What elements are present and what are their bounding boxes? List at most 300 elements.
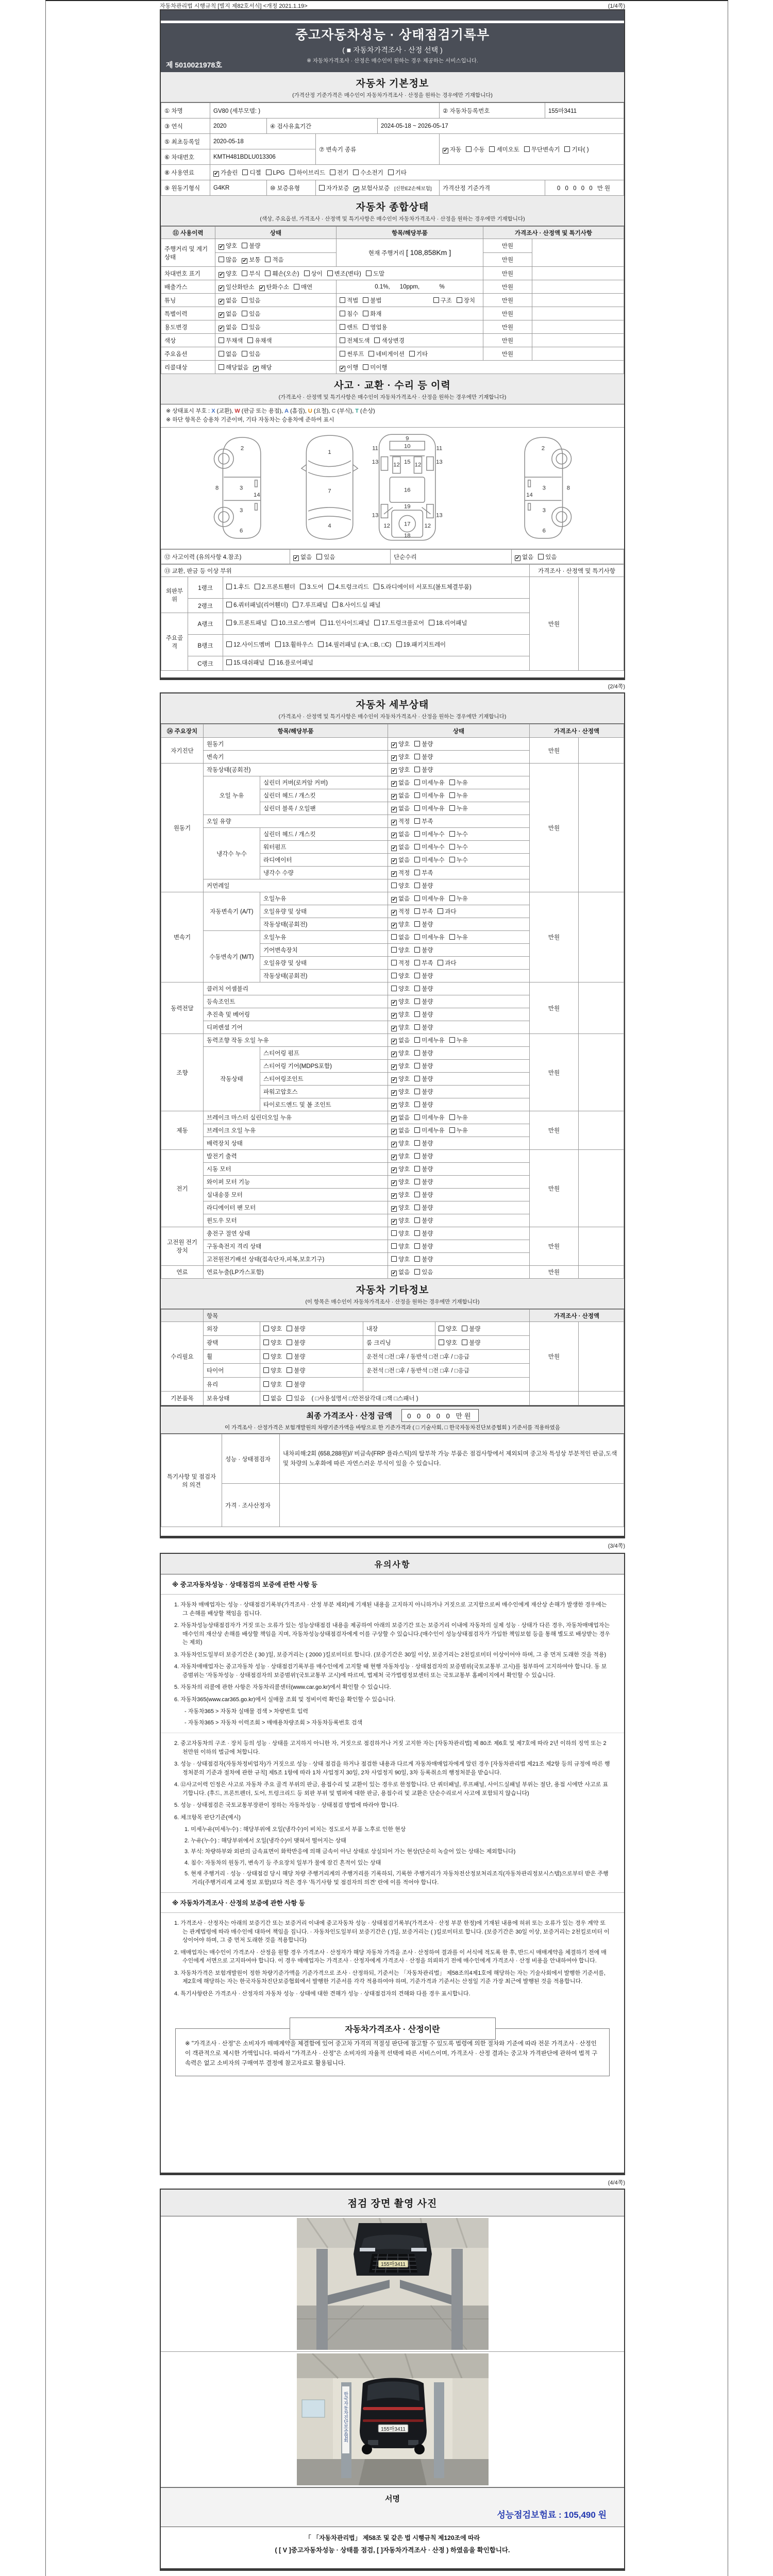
checkbox-option[interactable]: 불법 [363,296,381,304]
device-status [388,1047,530,1060]
checkbox-option[interactable]: ✔ 양호 [392,1102,410,1109]
checkbox-option[interactable]: 양호 [391,972,410,980]
device-status [388,905,530,918]
checkbox-option[interactable]: 12.사이드멤버 [226,640,271,651]
inspection-photo-front [297,2218,489,2350]
checkbox-option[interactable]: 누유 [449,1113,468,1122]
device-item: 배력장치 상태 [204,1137,388,1150]
repair-status [260,1336,363,1350]
checkbox-option[interactable]: 과다 [438,907,456,916]
checkbox-option[interactable]: 불량 [414,1242,433,1250]
checkbox-option[interactable]: 미세누유 [414,1036,444,1044]
device-status [388,1060,530,1073]
checkbox-option[interactable]: 색상변경 [374,336,404,345]
checkbox-option[interactable]: 무채색 [219,336,243,345]
checkbox-option[interactable]: 누수 [449,830,468,838]
checkbox-option[interactable]: 매연 [294,283,312,291]
repair-status [260,1364,363,1378]
checkbox-option[interactable]: 미세누유 [414,1126,444,1134]
checkbox-option[interactable]: 부족 [414,959,433,967]
checkbox-option[interactable]: 있음 [242,323,260,331]
checkbox-option[interactable]: ✔ 없음 [392,1269,410,1276]
row-label: 차대번호 표기 [161,267,215,280]
checkbox-option[interactable]: ✔ 없음 [392,832,410,838]
checkbox-option[interactable]: 썬루프 [340,350,364,358]
checkbox-option[interactable]: 없음 [219,350,237,358]
device-status [388,1201,530,1214]
checkbox-option[interactable]: ✔ 이행 [340,364,359,371]
overall-status-table: ⑪ 사용이력 상태 항목/해당부품 가격조사 · 산정액 및 특기사항 주행거리 및 계기상태 ✔ 양호 불량 현재 주행거리 [ 108,858Km ] 만원 많음 ✔ 보통 적음 만원 차대번호 표기 ✔ 양호 부식 훼손(오손) 상이 변조(변타) 도말 만원 배출가스 ✔ 일산화탄소 ✔ 탄화수소 매연 0.1%, 10ppm, % 만원 튜닝 ✔ 없음 있음 적법 불법 구조 장치 만원 특별이력 ✔ 없음 있음 침수 화재 만원 용도변경 ✔ 없음 있음 렌트 영업용 만원 색상 무채색 유채색 전체도색 색상변경 만원 주요옵션 없음 있음 썬루프 네비게이션 기타 만원 리콜대상 해당없음 ✔ 해당 ✔ 이행 미이행 [161,226,624,374]
checkbox-option[interactable]: 8.사이드실 패널 [332,600,380,611]
document-note: ※ 자동차가격조사 · 산정은 매수인이 원하는 경우 제공하는 서비스입니다. [307,58,478,64]
checkbox-option[interactable]: 11.인사이드패널 [321,618,370,629]
checkbox-option[interactable]: 미이행 [363,363,387,371]
repair-status-2 [435,1322,530,1336]
checkbox-option[interactable]: 10.크로스멤버 [272,618,316,629]
document-title: 중고자동차성능 · 상태점검기록부 [295,28,490,42]
car-diagram [171,429,614,545]
checkbox-option[interactable]: 불량 [414,1229,433,1238]
checkbox-option[interactable]: ✔ 양호 [392,754,410,761]
device-status [388,738,530,751]
accident-history-options [290,550,391,564]
checkbox-option[interactable]: 있음 [242,350,260,358]
checkbox-option[interactable]: ✔ 양호 [392,1089,410,1096]
footer-line-1: 「 「자동차관리법」 제58조 및 같은 법 시행규칙 제120조에 따라 [305,2534,480,2541]
checkbox-option[interactable]: 누유 [449,778,468,787]
checkbox-option[interactable]: 없음 [263,1394,282,1402]
device-item: 라디에이터 팬 모터 [204,1201,388,1214]
checkbox-option[interactable]: 불량 [414,1204,433,1212]
checkbox-option[interactable]: 불량 [414,882,433,890]
checkbox-option[interactable]: 9.프론트패널 [226,618,267,629]
svg-text:18: 18 [404,533,411,539]
checkbox-option[interactable]: 수동 [466,145,484,154]
checkbox-option[interactable]: 구조 [433,296,452,304]
checkbox-option[interactable]: 있음 [242,310,260,318]
document-banner [161,10,624,72]
field-label: 가격산정 기준가격 [440,180,545,196]
checkbox-option[interactable]: 불량 [414,766,433,774]
checkbox-option[interactable]: ✔ 양호 [392,1076,410,1083]
checkbox-option[interactable]: 누유 [449,894,468,903]
checkbox-option[interactable]: 기타( ) [564,145,589,154]
checkbox-option[interactable]: 세미오토 [489,145,519,154]
device-item: 파워고압호스 [260,1086,388,1098]
inspection-photo-rear [297,2353,489,2485]
rank-items [223,635,530,656]
rank-label: C랭크 [188,656,223,671]
device-price: 만원 [529,892,578,982]
inspector-label: 성능 · 상태점검자 [222,1434,280,1484]
checkbox-option[interactable]: 불량 [414,753,433,761]
section-other-header [161,1279,624,1309]
device-item: 등속조인트 [204,995,388,1008]
checkbox-option[interactable]: 기타 [388,168,407,177]
checkbox-option[interactable]: 불량 [287,1325,305,1333]
checkbox-option[interactable]: 불량 [414,1049,433,1057]
device-status [388,892,530,905]
checkbox-option[interactable]: 있음 [316,553,335,561]
checkbox-option[interactable]: 양호 [439,1338,457,1347]
checkbox-option[interactable]: 상이 [304,269,323,278]
checkbox-option[interactable]: 양호 [263,1338,282,1347]
checkbox-option[interactable]: 1.후드 [226,582,250,593]
checkbox-option[interactable]: 디젤 [242,168,261,177]
device-item: 브레이크 마스터 실린더오일 누유 [204,1111,388,1124]
checkbox-option[interactable]: 불량 [287,1380,305,1388]
row-options [215,361,337,374]
checkbox-option[interactable]: 하이브리드 [290,168,326,177]
checkbox-option[interactable]: ✔ 양호 [392,1025,410,1031]
checkbox-option[interactable]: 불량 [414,1100,433,1109]
device-subgroup: 오일 누유 [204,776,260,815]
checkbox-option[interactable]: 있음 [287,1394,305,1402]
checkbox-option[interactable]: 불량 [414,1088,433,1096]
checkbox-option[interactable]: 부족 [414,817,433,825]
checkbox-option[interactable]: 유채색 [247,336,272,345]
checkbox-option[interactable]: ✔ 양호 [219,243,238,250]
checkbox-option[interactable]: 양호 [263,1352,282,1361]
checkbox-option[interactable]: ✔ 없음 [392,806,410,812]
device-status [388,1034,530,1047]
inspector-comment: 내차피해:2회 (658,288원)// 비금속(FRP 플라스틱)의 탈부착 가능 부품은 점검사항에서 제외되며 중고차 특성상 부분적인 판금,도색 및 차량의 노후화에 따른 자연스러운 부식이 있을 수 있습니다. [280,1434,624,1484]
device-item: 추진축 및 베어링 [204,1008,388,1021]
checkbox-option[interactable]: ✔ 양호 [392,767,410,774]
checkbox-option[interactable]: 없음 [391,933,410,941]
device-status [388,841,530,854]
checkbox-option[interactable]: ✔ 없음 [392,1115,410,1122]
checkbox-option[interactable]: 불량 [414,985,433,993]
row-options-2 [337,361,624,374]
checkbox-option[interactable]: 5.라디에이터 서포트(볼트체결부품) [374,582,472,593]
checkbox-option[interactable]: ✔ 양호 [392,922,410,928]
notice-item: 6. 자동차365(www.car365.go.kr)에서 실매물 조회 및 정비이력 확인을 확인할 수 있습니다. [174,1696,396,1703]
checkbox-option[interactable]: 기타 [409,350,428,358]
checkbox-option[interactable]: 전기 [330,168,348,177]
checkbox-option[interactable]: 장치 [457,296,475,304]
checkbox-option[interactable]: 불량 [462,1325,480,1333]
checkbox-option[interactable]: ✔ 양호 [392,1154,410,1160]
checkbox-option[interactable]: ✔ 양호 [392,1218,410,1225]
mileage-amount [215,253,337,267]
checkbox-option[interactable]: 불량 [414,997,433,1006]
checkbox-option[interactable]: 누수 [449,843,468,851]
checkbox-option[interactable]: ✔ 양호 [392,1141,410,1147]
checkbox-option[interactable]: ✔ 없음 [392,780,410,787]
checkbox-option[interactable]: 미세누유 [414,804,444,812]
checkbox-option[interactable]: ✔ 보험사보증 [354,185,390,192]
checkbox-option[interactable]: 미세누유 [414,778,444,787]
checkbox-option[interactable]: 양호 [391,882,410,890]
checkbox-option[interactable]: 15.대쉬패널 [226,658,264,669]
checkbox-option[interactable]: 과다 [438,959,456,967]
notice-item: 2. 매매업자는 매수인이 가격조사 · 산정을 원할 경우 가격조사 · 산정자가 해당 자동차 가격을 조사 · 산정하여 결과를 이 서식에 적도록 한 후, 반드시 매매계약을 체결하기 전에 매수인에게 서면으로 고지하여야 합니다. 이 경우 매매업자는 가격조사 · 산정자에게 가격조사 · 산정을 의뢰하기 전에 매수인에게 가격조사 · 산정 비용을 안내하여야 합니다. [174,1949,607,1964]
checkbox-option[interactable]: 미세누수 [414,843,444,851]
final-price-label: 최종 가격조사 · 산정 금액 [306,1412,393,1420]
checkbox-option[interactable]: 변조(변타) [327,269,361,278]
row-options-2 [337,347,483,361]
device-item: 연료누출(LP가스포함) [204,1266,388,1279]
row-options-2 [337,320,483,334]
device-price: 만원 [529,1266,578,1279]
repair-group: 수리필요 [161,1322,204,1392]
checkbox-option[interactable]: ✔ 없음 [515,554,534,561]
checkbox-option[interactable]: 미세누수 [414,856,444,864]
checkbox-option[interactable]: 불량 [287,1352,305,1361]
checkbox-option[interactable]: 있음 [414,1268,433,1276]
checkbox-option[interactable]: LPG [266,170,285,176]
rank-items [223,599,530,613]
device-price: 만원 [529,1034,578,1111]
checkbox-option[interactable]: 양호 [391,1242,410,1250]
checkbox-option[interactable]: 양호 [391,1255,410,1263]
checkbox-option[interactable]: 양호 [263,1366,282,1375]
checkbox-option[interactable]: ✔ 없음 [392,844,410,851]
section-title: 점검 장면 촬영 사진 [347,2198,438,2209]
checkbox-option[interactable]: 불량 [414,972,433,980]
checkbox-option[interactable]: 누유 [449,1126,468,1134]
checkbox-option[interactable]: 누수 [449,856,468,864]
checkbox-option[interactable]: 침수 [340,310,358,318]
checkbox-option[interactable]: 전체도색 [340,336,369,345]
svg-text:9: 9 [405,435,409,442]
checkbox-option[interactable]: 부식 [242,269,260,278]
checkbox-option[interactable]: 불량 [414,946,433,954]
checkbox-option[interactable]: 양호 [263,1325,282,1333]
checkbox-option[interactable]: ✔ 없음 [392,793,410,800]
device-status [388,995,530,1008]
checkbox-option[interactable]: 불량 [462,1338,480,1347]
device-item: 변속기 [204,751,388,764]
device-subgroup: 자동변속기 (A/T) [204,892,260,931]
repair-item: 광택 [204,1336,260,1350]
checkbox-option[interactable]: 불량 [414,920,433,928]
device-item: 워터펌프 [260,841,388,854]
row-label: 주요옵션 [161,347,215,361]
repair-item-2: 내장 [363,1322,435,1336]
row-label: 리콜대상 [161,361,215,374]
checkbox-option[interactable]: 미세누유 [414,894,444,903]
checkbox-option[interactable]: 적법 [340,296,358,304]
checkbox-option[interactable]: 4.트렁크리드 [328,582,369,593]
checkbox-option[interactable]: 불량 [414,1165,433,1173]
section-title: 사고 · 교환 · 수리 등 이력 [334,380,451,391]
checkbox-option[interactable]: 6.쿼터패널(리어휀더) [226,600,288,611]
checkbox-option[interactable]: ✔ 없음 [219,297,238,304]
checkbox-option[interactable]: ✔ 양호 [392,1063,410,1070]
checkbox-option[interactable]: ✔ 양호 [392,1166,410,1173]
device-status [388,1111,530,1124]
checkbox-option[interactable]: 양호 [391,946,410,954]
section-subtitle: (색상, 주요옵션, 가격조사 · 산정액 및 특기사항은 매수인이 자동차가격조사 · 산정을 원하는 경우에만 기재합니다) [260,216,525,222]
checkbox-option[interactable]: 양호 [263,1380,282,1388]
checkbox-option[interactable]: 해당없음 [219,363,248,371]
checkbox-option[interactable]: 7.루프패널 [293,600,328,611]
checkbox-option[interactable]: 불량 [414,1075,433,1083]
checkbox-option[interactable]: 불량 [414,1023,433,1031]
checkbox-option[interactable]: 13.휠하우스 [275,640,313,651]
checkbox-option[interactable]: ✔ 없음 [392,1128,410,1134]
checkbox-option[interactable]: ✔ 양호 [219,270,238,278]
checkbox-option[interactable]: 불량 [414,1010,433,1019]
row-options [215,280,337,294]
checkbox-option[interactable]: 14.필러패널 (□A, □B, □C) [318,640,392,651]
checkbox-option[interactable]: 렌트 [340,323,358,331]
checkbox-option[interactable]: 미세누유 [414,1113,444,1122]
checkbox-option[interactable]: ✔ 없음 [392,896,410,903]
device-item: 오일누유 [260,931,388,944]
device-status [388,1008,530,1021]
checkbox-option[interactable]: 부족 [414,907,433,916]
svg-text:2: 2 [541,445,545,452]
checkbox-option[interactable]: 불량 [414,1139,433,1147]
checkbox-option[interactable]: ✔ 해당 [254,364,272,371]
checkbox-option[interactable]: 양호 [439,1325,457,1333]
checkbox-option[interactable]: 도말 [366,269,384,278]
svg-text:12: 12 [383,523,390,530]
checkbox-option[interactable]: ✔ 없음 [392,857,410,864]
checkbox-option[interactable]: ✔ 적정 [392,819,410,825]
device-status [388,931,530,944]
checkbox-option[interactable]: 무단변속기 [524,145,560,154]
svg-text:6: 6 [542,528,546,534]
appraiser-label: 가격 · 조사산정자 [222,1484,280,1527]
detail-status-table: ⑭ 주요장치 항목/해당부품 상태 가격조사 · 산정액 자기진단 원동기 ✔ 양호 불량 만원 변속기 ✔ 양호 불량 원동기 작동상태(공회전) ✔ 양호 불량 만원 오일 누유 실린더 커버(로커암 커버) ✔ 없음 미세누유 누유 실린더 헤드 / 개스킷 ✔ 없음 미세누유 누유 실린더 블록 / 오일팬 ✔ 없음 미세누유 누유 오일 유량 ✔ 적정 부족 냉각수 누수 실린더 헤드 / 개스킷 ✔ 없음 미세누수 누수 워터펌프 ✔ 없음 미세누수 누수 라디에이터 ✔ 없음 미세누수 누수 냉각수 수량 ✔ 적정 부족 커먼레일 양호 불량 변속기 자동변속기 (A/T) 오일누유 ✔ 없음 미세누유 누유 만원 오일유량 및 상태 ✔ 적정 부족 과다 작동상태(공회전) ✔ 양호 불량 수동변속기 (M/T) 오일누유 없음 미세누유 누유 기어변속장치 양호 불량 오일유량 및 상태 적정 부족 과다 작동상태(공회전) 양호 불량 동력전달 클러치 어셈블리 양호 불량 만원 등속조인트 ✔ 양호 불량 추진축 및 베어링 ✔ 양호 불량 디퍼렌셜 기어 ✔ 양호 불량 조향 동력조향 작동 오일 누유 ✔ 없음 미세누유 누유 만원 작동상태 스티어링 펌프 ✔ 양호 불량 스티어링 기어(MDPS포함) ✔ 양호 불량 스티어링조인트 ✔ 양호 불량 파워고압호스 ✔ 양호 불량 타이로드엔드 및 볼 조인트 ✔ 양호 불량 제동 브레이크 마스터 실린더오일 누유 ✔ 없음 미세누유 누유 만원 브레이크 오일 누유 ✔ 없음 미세누유 누유 배력장치 상태 ✔ 양호 불량 전기 발전기 출력 ✔ 양호 불량 만원 시동 모터 ✔ 양호 불량 와이퍼 모터 기능 ✔ 양호 불량 실내송풍 모터 ✔ 양호 불량 라디에이터 팬 모터 ✔ 양호 불량 윈도우 모터 ✔ 양호 불량 고전원 전기장치 충전구 절연 상태 양호 불량 만원 구동축전지 격리 상태 양호 불량 고전원전기배선 상태(접속단자,피복,보호기구) 양호 불량 연료 연료누출(LP가스포함) ✔ 없음 있음 만원 [161,724,624,1279]
device-group: 조향 [161,1034,204,1111]
device-status [388,1240,530,1253]
device-subgroup: 수동변속기 (M/T) [204,931,260,982]
checkbox-option[interactable]: ✔ 양호 [392,1012,410,1019]
checkbox-option[interactable]: ✔ 없음 [219,311,238,318]
checkbox-option[interactable]: 누유 [449,791,468,800]
rank-label: B랭크 [188,635,223,656]
status-code-W: W [234,408,240,414]
checkbox-option[interactable]: 불량 [414,740,433,748]
checkbox-option[interactable]: 불량 [414,1255,433,1263]
checkbox-option[interactable]: 화재 [363,310,381,318]
notice-section3-header: ※ 자동차가격조사 · 산정의 보증에 관한 사항 등 [161,1892,624,1913]
status-code-T: T [355,408,359,414]
checkbox-option[interactable]: 미세누수 [414,830,444,838]
checkbox-option[interactable]: ✔ 가솔린 [214,170,238,177]
checkbox-option[interactable]: 적음 [265,256,283,264]
checkbox-option[interactable]: 네비게이션 [368,350,405,358]
checkbox-option[interactable]: 불량 [242,242,260,250]
checkbox-option[interactable]: 많음 [219,256,237,264]
checkbox-option[interactable]: ✔ 양호 [392,1179,410,1186]
checkbox-option[interactable]: 불량 [414,1062,433,1070]
checkbox-option[interactable]: 3.도어 [300,582,324,593]
basic-info-table [161,103,624,196]
device-status [388,957,530,970]
repair-status [260,1322,363,1336]
checkbox-option[interactable]: 누유 [449,1036,468,1044]
checkbox-option[interactable]: 있음 [538,553,557,561]
checkbox-option[interactable]: 누유 [449,933,468,941]
checkbox-option[interactable]: 불량 [287,1366,305,1375]
device-item: 오일유량 및 상태 [260,957,388,970]
device-status [388,1086,530,1098]
checkbox-option[interactable]: 불량 [414,1191,433,1199]
current-mileage: 현재 주행거리 [ 108,858Km ] [337,239,483,267]
checkbox-option[interactable]: ✔ 양호 [392,999,410,1006]
row-options-2 [337,307,483,320]
checkbox-option[interactable]: ✔ 탄화수소 [259,284,289,291]
repair-item: 외장 [204,1322,260,1336]
rank-items [223,613,530,635]
checkbox-option[interactable]: ✔ 양호 [392,1205,410,1212]
checkbox-option[interactable]: 적정 [391,959,410,967]
section-subtitle: (가격조사 · 산정액 및 특기사항은 매수인이 자동차가격조사 · 산정을 원하는 경우에만 기재합니다) [278,394,507,400]
checkbox-option[interactable]: 19.패키지트레이 [396,640,446,651]
checkbox-option[interactable]: ✔ 적정 [392,909,410,916]
checkbox-option[interactable]: 영업용 [363,323,387,331]
checkbox-option[interactable]: 불량 [287,1338,305,1347]
checkbox-option[interactable]: 부족 [414,869,433,877]
field-label: ⑧ 사용연료 [161,165,210,180]
device-item: 오일유량 및 상태 [260,905,388,918]
device-item: 스티어링 펌프 [260,1047,388,1060]
checkbox-option[interactable]: ✔ 양호 [392,741,410,748]
checkbox-option[interactable]: ✔ 양호 [392,1192,410,1199]
checkbox-option[interactable]: ✔ 자동 [443,146,462,154]
checkbox-option[interactable]: 미세누유 [414,933,444,941]
checkbox-option[interactable]: 있음 [242,296,260,304]
checkbox-option[interactable]: ✔ 일산화탄소 [219,284,255,291]
checkbox-option[interactable]: 양호 [391,985,410,993]
device-item: 구동축전지 격리 상태 [204,1240,388,1253]
checkbox-option[interactable]: ✔ 없음 [219,324,238,331]
checkbox-option[interactable]: 불량 [414,1152,433,1160]
checkbox-option[interactable]: ✔ 보통 [242,257,261,264]
signature-section[interactable] [161,2487,624,2527]
checkbox-option[interactable]: ✔ 없음 [294,554,312,561]
row-options [215,347,337,361]
checkbox-option[interactable]: 양호 [391,1229,410,1238]
repair-item: 휠 [204,1350,260,1364]
checkbox-option[interactable]: 자가보증 [319,184,349,192]
vehicle-year: 2020 [210,118,267,134]
field-label: ⑦ 변속기 종류 [316,134,440,165]
checkbox-option[interactable]: ✔ 양호 [392,1050,410,1057]
rank-group: 주요골격 [161,613,188,671]
checkbox-option[interactable]: 불량 [414,1216,433,1225]
checkbox-option[interactable]: 수소전기 [353,168,383,177]
checkbox-option[interactable]: 불량 [414,1178,433,1186]
device-item: 시동 모터 [204,1163,388,1176]
device-item: 고전원전기배선 상태(접속단자,피복,보호기구) [204,1253,388,1266]
notice-item: 1. 자동차 매매업자는 성능 · 상태점검기록부(가격조사 · 산정 부분 제외)에 기재된 내용을 고지하지 아니하거나 거짓으로 고지함으로써 매수인에게 재산상 손해가 발생한 경우에는 그 손해를 배상할 책임을 집니다. [174,1602,607,1617]
device-group: 고전원 전기장치 [161,1227,204,1266]
checkbox-option[interactable]: 누유 [449,804,468,812]
checkbox-option[interactable]: ✔ 없음 [392,1038,410,1044]
field-label: ⑥ 차대번호 [161,149,210,165]
checkbox-option[interactable]: 미세누유 [414,791,444,800]
checkbox-option[interactable]: 훼손(오손) [265,269,299,278]
checkbox-option[interactable]: 2.프론트휀더 [255,582,295,593]
row-options [215,320,337,334]
checkbox-option[interactable]: 18.리어패널 [429,618,467,629]
notice-item: 2. 누유(누수) : 해당부위에서 오일(냉각수)이 맺혀서 떨어지는 상태 [184,1837,346,1844]
checkbox-option[interactable]: ✔ 적정 [392,870,410,877]
svg-text:11: 11 [436,445,442,452]
car-diagram-wrap [161,428,624,549]
section-title: 자동차 종합상태 [356,202,429,213]
checkbox-option[interactable]: 17.트렁크플로어 [374,618,424,629]
checkbox-option[interactable]: 16.플로어패널 [269,658,313,669]
row-options-2 [337,294,483,307]
